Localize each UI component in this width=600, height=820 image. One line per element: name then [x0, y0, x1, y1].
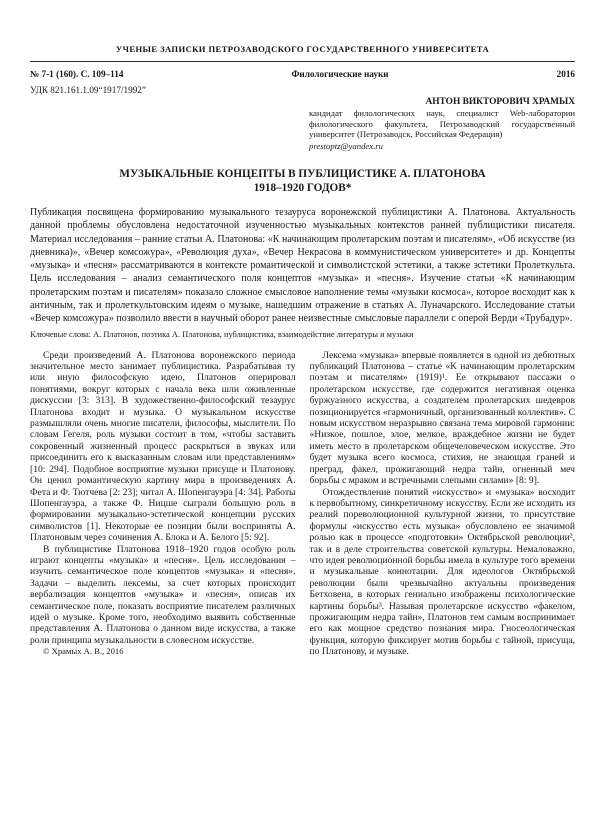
body-paragraph: Среди произведений А. Платонова воронежского периода значительное место занимает публицистика. Разрабатывая ту или иную философскую идею, Платонов оперировал понятиями, вокруг которых с начала века шли оживленные дискуссии [3: 313]. В художественно-философский тезаурус Платонова входит и музыка. О музыкальном искусстве размышляли очень многие писатели, философы, мыслители. По словам Гегеля, роль музыки состоит в том, «чтобы заставить сокровенный жизненный процесс раскрыться в звуках или присоединить его к высказанным словам или представлениям» [10: 294]. Подобное восприятие музыки присуще и Платонову. Он ценил романтическую картину мира в произведениях А. Фета и Ф. Тютчева [2: 23]; читал А. Шопенгауэра [4: 34]. Работы Шопенгауэра, а также Ф. Ницше сыграли большую роль в формировании музыкально-эстетической концепции русских символистов [1]. Некоторые ее позиции были восприняты А. Платоновым через сочинения А. Блока и А. Белого [5: 92].: [30, 349, 296, 544]
issue-number: № 7-1 (160). С. 109–114: [30, 69, 124, 79]
author-block: [309, 97, 575, 151]
body-columns: [30, 350, 575, 658]
journal-header-title: УЧЕНЫЕ ЗАПИСКИ ПЕТРОЗАВОДСКОГО ГОСУДАРСТВЕННОГО УНИВЕРСИТЕТА: [115, 44, 490, 54]
copyright-line: © Храмых А. В., 2016: [43, 646, 124, 657]
author-name: АНТОН ВИКТОРОВИЧ ХРАМЫХ: [425, 97, 575, 107]
abstract-text: Публикация посвящена формированию музыкального тезауруса воронежской публицистики А. Платонова. Актуальность данной проблемы обусловлена недостаточной изученностью музыкальных контекстов ранней публицистики писателя. Материал исследования – ранние статьи А. Платонова: «К начинающим пролетарским поэтам и писателям», «Об искусстве (из дневника)», «Вечер комсожура», «Революция духа», «Вечер Некрасова в коммунистическом университете» и др. Концепты «музыка» и «песня» рассматриваются в контексте романтической и символистской эстетики, а также эстетики Пролеткульта. Цель исследования – анализ семантического поля концептов «музыка» и «песня». Изучение статьи «К начинающим пролетарским поэтам и писателям» показало сложное смысловое наполнение темы «музыки космоса», которое восходит как к античным, так и пролеткультовским идеям о музыке, нашедшим отражение в статьях А. Луначарского. Исследование статьи «Вечер комсожура» позволило ввести в научный оборот ранее неизвестные смысловые параллели с оперой Верди «Трубадур».: [30, 206, 575, 325]
left-column: [30, 350, 296, 658]
journal-section: Филологические науки: [291, 69, 389, 79]
udc-code: УДК 821.161.1.09“1917/1992”: [30, 85, 146, 95]
article-title-line1: МУЗЫКАЛЬНЫЕ КОНЦЕПТЫ В ПУБЛИЦИСТИКЕ А. ПЛАТОНОВА: [119, 167, 486, 180]
body-paragraph: Лексема «музыка» впервые появляется в одной из дебютных публикаций Платонова – статье «К начинающим пролетарским поэтам и писателям» (1919)¹. Ее открывают пассажи о пролетарском искусстве, где содержится негативная оценка буржуазного искусства, а создателем пролетарских шедевров позиционируется «гармоничный, организованный коллектив». С новым искусством неразрывно связана тема мировой гармонии: «Низкое, пошлое, злое, мелкое, враждебное жизни не будет иметь место в пролетарском общечеловеческом искусстве. Это будет музыка всего космоса, стихия, не знающая граней и преград, факел, прожигающий недра тайн, огненный меч борьбы с мраком и встречными слепыми силами» [8: 9].: [309, 349, 575, 487]
body-paragraph: В публицистике Платонова 1918–1920 годов особую роль играют концепты «музыка» и «песня». Цель исследования – изучить семантическое поле концептов «музыка» и «песня». Задачи – выделить лексемы, за счет которых происходит вербализация концептов «музыка» и «песня», описав их семантическое поле, показать восприятие писателем различных идей о музыке. Кроме того, необходимо выявить собственные представления А. Платонова о данном виде искусства, а также роли принципа музыкальности в словесном искусстве.: [30, 543, 296, 646]
right-column: [310, 350, 576, 658]
issue-meta-row: [30, 69, 575, 79]
author-email: prestoptz@yandex.ru: [309, 140, 384, 151]
article-title-line2: 1918–1920 ГОДОВ*: [253, 182, 352, 195]
keywords-line: Ключевые слова: А. Платонов, поэтика А. Платонова, публицистика, взаимодействие литературы и музыки: [30, 329, 414, 339]
issue-year: 2016: [556, 69, 575, 79]
body-paragraph: Отождествление понятий «искусство» и «музыка» восходит к первобытному, синкретичному искусству. Если же исходить из реалий пореволюционной культурной жизни, то присутствие формулы «искусство есть музыка» обусловлено ее значимой ролью как в процессе «подготовки» Октябрьской революции², так и в деле строительства советской культуры. Немаловажно, что идея революционной борьбы имела в культуре того времени и музыкальные коннотации. Для идеологов Октябрьской революции были чрезвычайно актуальны произведения Бетховена, в которых гениально изображены психологические картины борьбы³. Называя пролетарское искусство «факелом, прожигающим недра тайн», Платонов тем самым воспринимает его как мощное средство познания мира. Гносеологическая функция, которую фиксирует мотив борьбы с тайной, присуща, по Платонову, и музыке.: [309, 486, 575, 658]
header-divider: [30, 61, 575, 62]
article-title: [30, 167, 575, 196]
author-affiliation: кандидат филологических наук, специалист Web-лаборатории филологического факультета, Петрозаводский государственный университет (Петрозаводск, Российская Федерация): [309, 108, 575, 140]
